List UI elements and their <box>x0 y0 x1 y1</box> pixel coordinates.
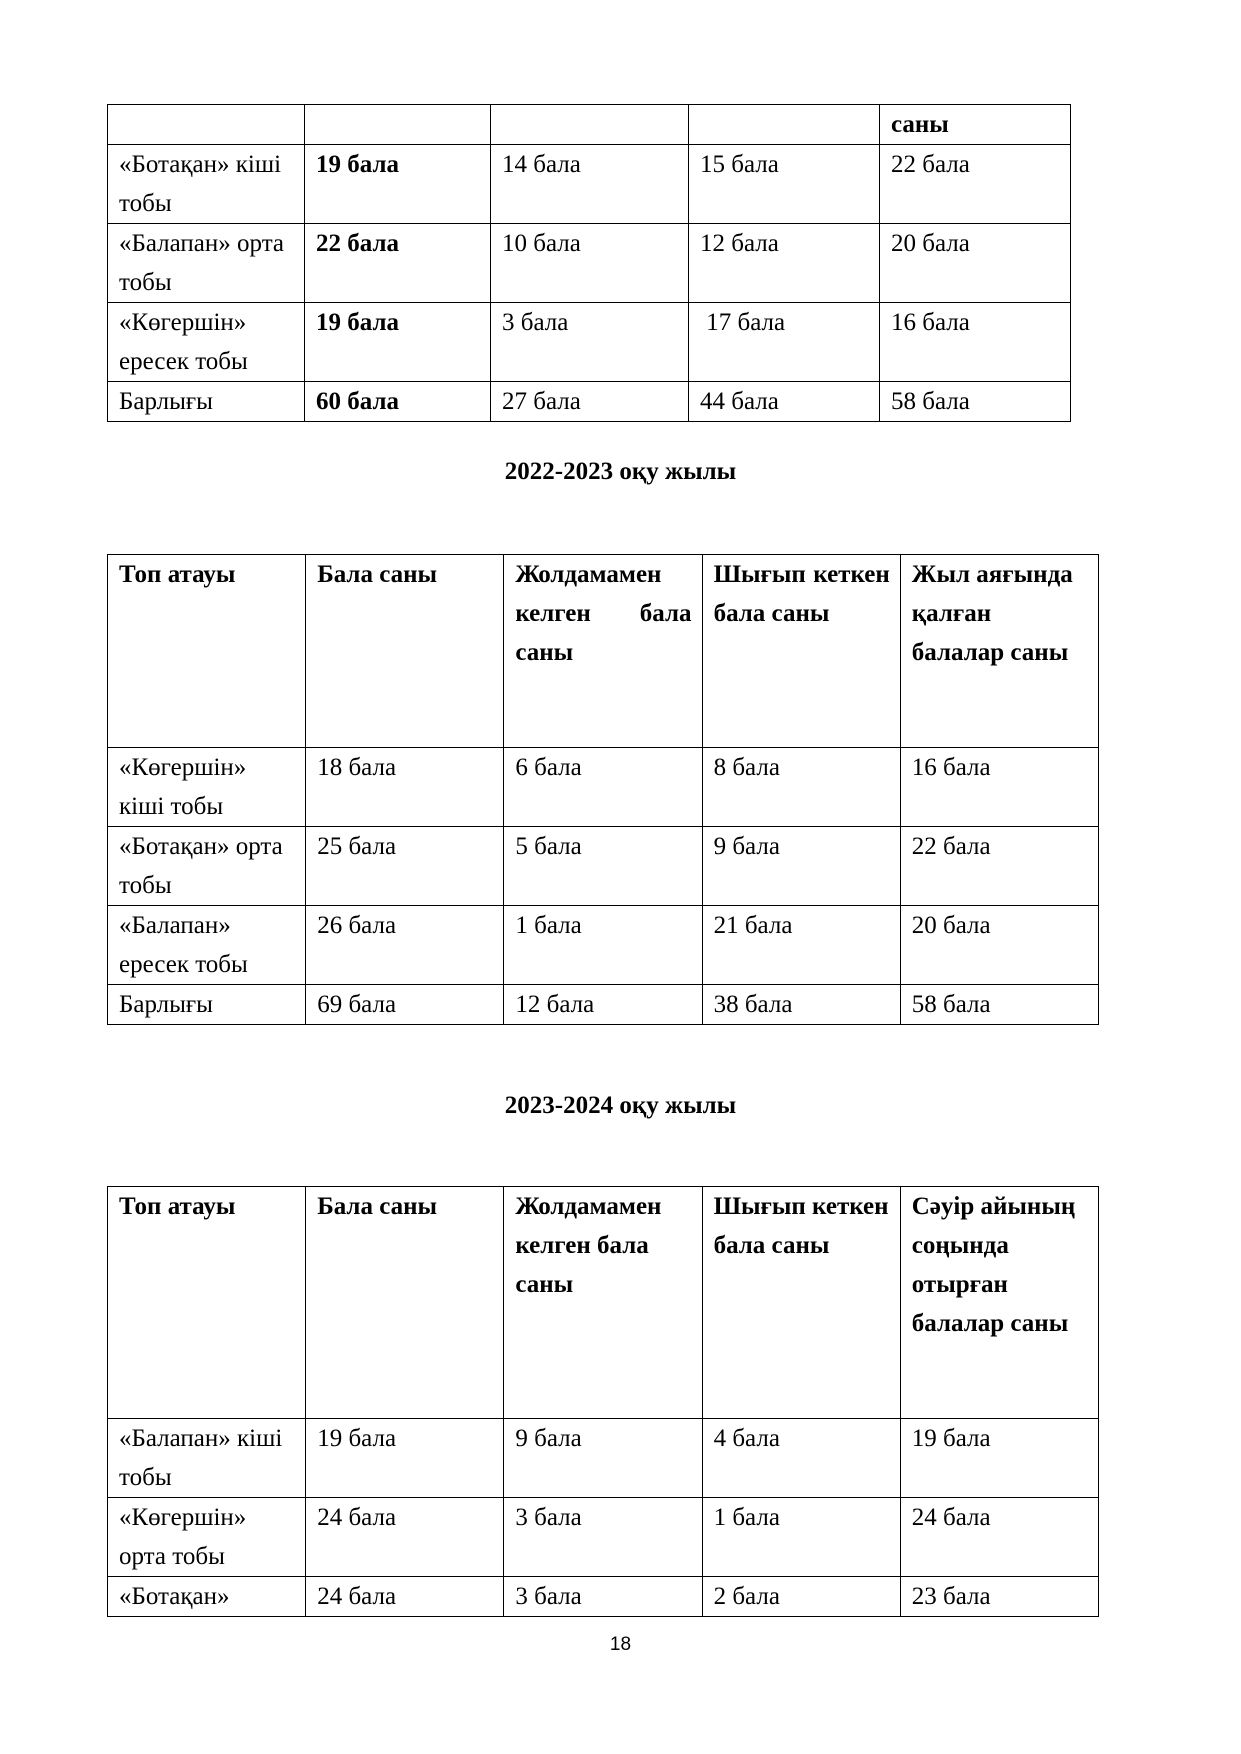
group-name-cell: «Балапан» ересек тобы <box>108 906 306 985</box>
remaining-cell: 58 бала <box>880 382 1071 422</box>
arrived-cell: 10 бала <box>491 224 689 303</box>
group-name-cell: «Балапан» орта тобы <box>108 224 305 303</box>
count-cell: 60 бала <box>305 382 491 422</box>
header-cell: Сәуір айының соңында отырған балалар саны <box>900 1187 1098 1419</box>
remaining-cell: 24 бала <box>900 1498 1098 1577</box>
table-2023-2024 <box>107 1186 1099 1617</box>
header-cell: Жолдамамен келген бала саны <box>504 555 702 748</box>
left-cell: 8 бала <box>702 748 900 827</box>
left-cell: 12 бала <box>689 224 880 303</box>
count-cell: 25 бала <box>306 827 504 906</box>
remaining-cell: 20 бала <box>900 906 1098 985</box>
arrived-cell: 14 бала <box>491 145 689 224</box>
header-cell: Жыл аяғында қалған балалар саны <box>900 555 1098 748</box>
table-row <box>108 1498 1099 1577</box>
remaining-cell: 22 бала <box>880 145 1071 224</box>
header-cell <box>305 105 491 145</box>
count-cell: 19 бала <box>306 1419 504 1498</box>
header-cell <box>108 105 305 145</box>
remaining-cell: 22 бала <box>900 827 1098 906</box>
left-cell: 1 бала <box>702 1498 900 1577</box>
count-cell: 19 бала <box>305 145 491 224</box>
arrived-cell: 3 бала <box>504 1577 702 1617</box>
table-total-row <box>108 382 1071 422</box>
remaining-cell: 19 бала <box>900 1419 1098 1498</box>
table-2021-continued <box>107 104 1071 422</box>
remaining-cell: 58 бала <box>900 985 1098 1025</box>
arrived-cell: 3 бала <box>491 303 689 382</box>
arrived-cell: 1 бала <box>504 906 702 985</box>
header-cell <box>689 105 880 145</box>
left-cell: 17 бала <box>689 303 880 382</box>
table-total-row <box>108 985 1099 1025</box>
table-2022-2023 <box>107 554 1099 1025</box>
arrived-cell: 3 бала <box>504 1498 702 1577</box>
arrived-cell: 5 бала <box>504 827 702 906</box>
table-header-row <box>108 1187 1099 1419</box>
left-cell: 9 бала <box>702 827 900 906</box>
header-cell: Топ атауы <box>108 1187 306 1419</box>
header-cell: Бала саны <box>306 555 504 748</box>
count-cell: 18 бала <box>306 748 504 827</box>
table-row <box>108 224 1071 303</box>
header-cell <box>491 105 689 145</box>
remaining-cell: 16 бала <box>900 748 1098 827</box>
left-cell: 44 бала <box>689 382 880 422</box>
table-header-row <box>108 555 1099 748</box>
group-name-cell: «Ботақан» <box>108 1577 306 1617</box>
group-name-cell: «Көгершін» кіші тобы <box>108 748 306 827</box>
left-cell: 21 бала <box>702 906 900 985</box>
table-row <box>108 827 1099 906</box>
remaining-cell: 23 бала <box>900 1577 1098 1617</box>
page-number: 18 <box>609 1634 632 1655</box>
table-row <box>108 748 1099 827</box>
table-row <box>108 1419 1099 1498</box>
group-name-cell: «Балапан» кіші тобы <box>108 1419 306 1498</box>
count-cell: 19 бала <box>305 303 491 382</box>
group-name-cell: «Ботақан» кіші тобы <box>108 145 305 224</box>
header-cell: Шығып кеткен бала саны <box>702 555 900 748</box>
table-row <box>108 145 1071 224</box>
count-cell: 24 бала <box>306 1577 504 1617</box>
left-cell: 2 бала <box>702 1577 900 1617</box>
left-cell: 38 бала <box>702 985 900 1025</box>
count-cell: 24 бала <box>306 1498 504 1577</box>
remaining-cell: 20 бала <box>880 224 1071 303</box>
remaining-cell: 16 бала <box>880 303 1071 382</box>
arrived-cell: 6 бала <box>504 748 702 827</box>
table-header-row <box>108 105 1071 145</box>
table-row <box>108 303 1071 382</box>
table-row <box>108 1577 1099 1617</box>
group-name-cell: «Көгершін» ересек тобы <box>108 303 305 382</box>
header-cell: саны <box>880 105 1071 145</box>
group-name-cell: «Көгершін» орта тобы <box>108 1498 306 1577</box>
header-cell: Бала саны <box>306 1187 504 1419</box>
left-cell: 4 бала <box>702 1419 900 1498</box>
arrived-cell: 9 бала <box>504 1419 702 1498</box>
section-heading-2023-2024: 2023-2024 оқу жылы <box>504 1092 737 1119</box>
arrived-cell: 27 бала <box>491 382 689 422</box>
arrived-cell: 12 бала <box>504 985 702 1025</box>
group-name-cell: «Ботақан» орта тобы <box>108 827 306 906</box>
header-cell: Жолдамамен келген бала саны <box>504 1187 702 1419</box>
count-cell: 26 бала <box>306 906 504 985</box>
section-heading-2022-2023: 2022-2023 оқу жылы <box>504 458 737 485</box>
left-cell: 15 бала <box>689 145 880 224</box>
group-name-cell: Барлығы <box>108 985 306 1025</box>
header-cell: Топ атауы <box>108 555 306 748</box>
count-cell: 69 бала <box>306 985 504 1025</box>
count-cell: 22 бала <box>305 224 491 303</box>
table-row <box>108 906 1099 985</box>
group-name-cell: Барлығы <box>108 382 305 422</box>
header-cell: Шығып кеткен бала саны <box>702 1187 900 1419</box>
